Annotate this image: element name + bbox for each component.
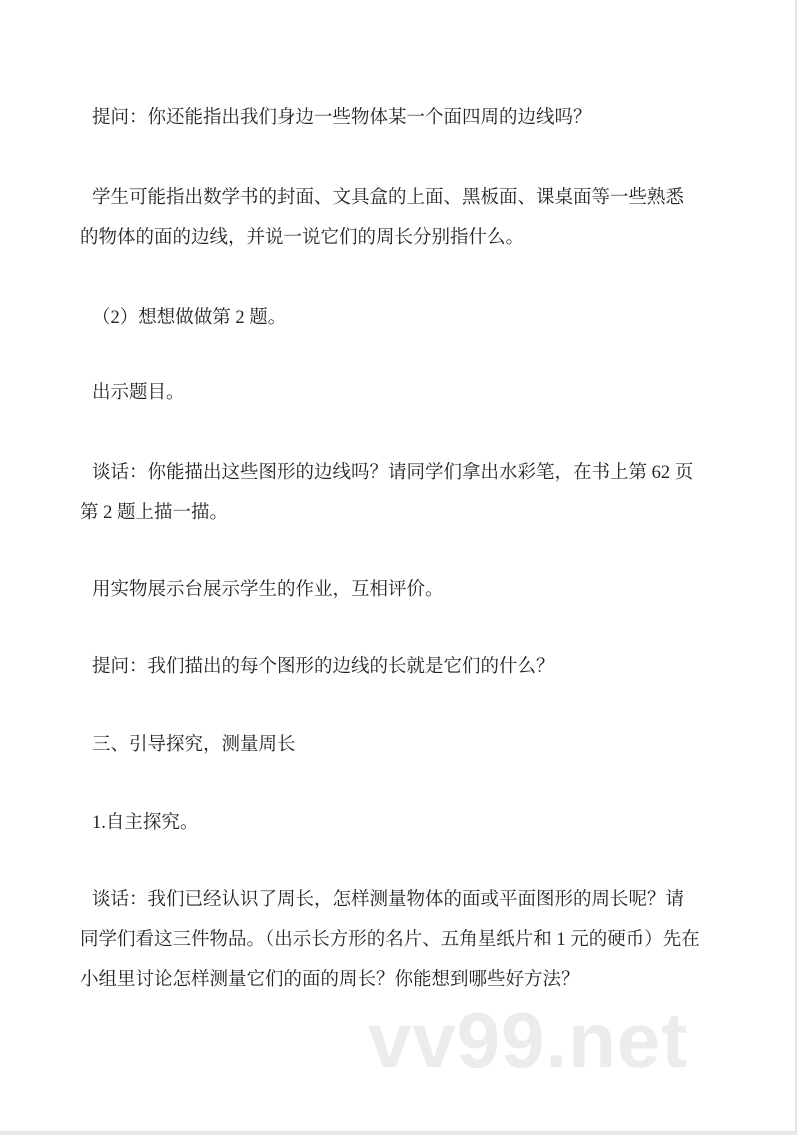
paragraph-question-2: 提问：我们描出的每个图形的边线的长就是它们的什么？ bbox=[92, 657, 555, 677]
section-heading: 三、引导探究，测量周长 bbox=[92, 735, 296, 755]
watermark: vv99.net bbox=[368, 996, 689, 1084]
paragraph-talk-measure-cont: 同学们看这三件物品。（出示长方形的名片、五角星纸片和 1 元的硬币）先在 bbox=[80, 930, 700, 950]
paragraph-exercise-2: （2）想想做做第 2 题。 bbox=[92, 308, 287, 328]
subsection-heading: 1.自主探究。 bbox=[92, 813, 199, 833]
paragraph-talk-trace-cont: 第 2 题上描一描。 bbox=[80, 503, 229, 523]
paragraph-show-problem: 出示题目。 bbox=[92, 383, 185, 403]
paragraph-show-work: 用实物展示台展示学生的作业，互相评价。 bbox=[92, 580, 444, 600]
paragraph-talk-measure-cont-2: 小组里讨论怎样测量它们的面的周长？你能想到哪些好方法？ bbox=[80, 970, 580, 990]
paragraph-student-examples: 学生可能指出数学书的封面、文具盒的上面、黑板面、课桌面等一些熟悉 bbox=[92, 188, 685, 208]
paragraph-student-examples-cont: 的物体的面的边线，并说一说它们的周长分别指什么。 bbox=[80, 228, 525, 248]
paragraph-talk-trace: 谈话：你能描出这些图形的边线吗？请同学们拿出水彩笔，在书上第 62 页 bbox=[92, 463, 694, 483]
paragraph-talk-measure: 谈话：我们已经认识了周长，怎样测量物体的面或平面图形的周长呢？请 bbox=[92, 890, 685, 910]
paragraph-question: 提问：你还能指出我们身边一些物体某一个面四周的边线吗？ bbox=[92, 108, 592, 128]
